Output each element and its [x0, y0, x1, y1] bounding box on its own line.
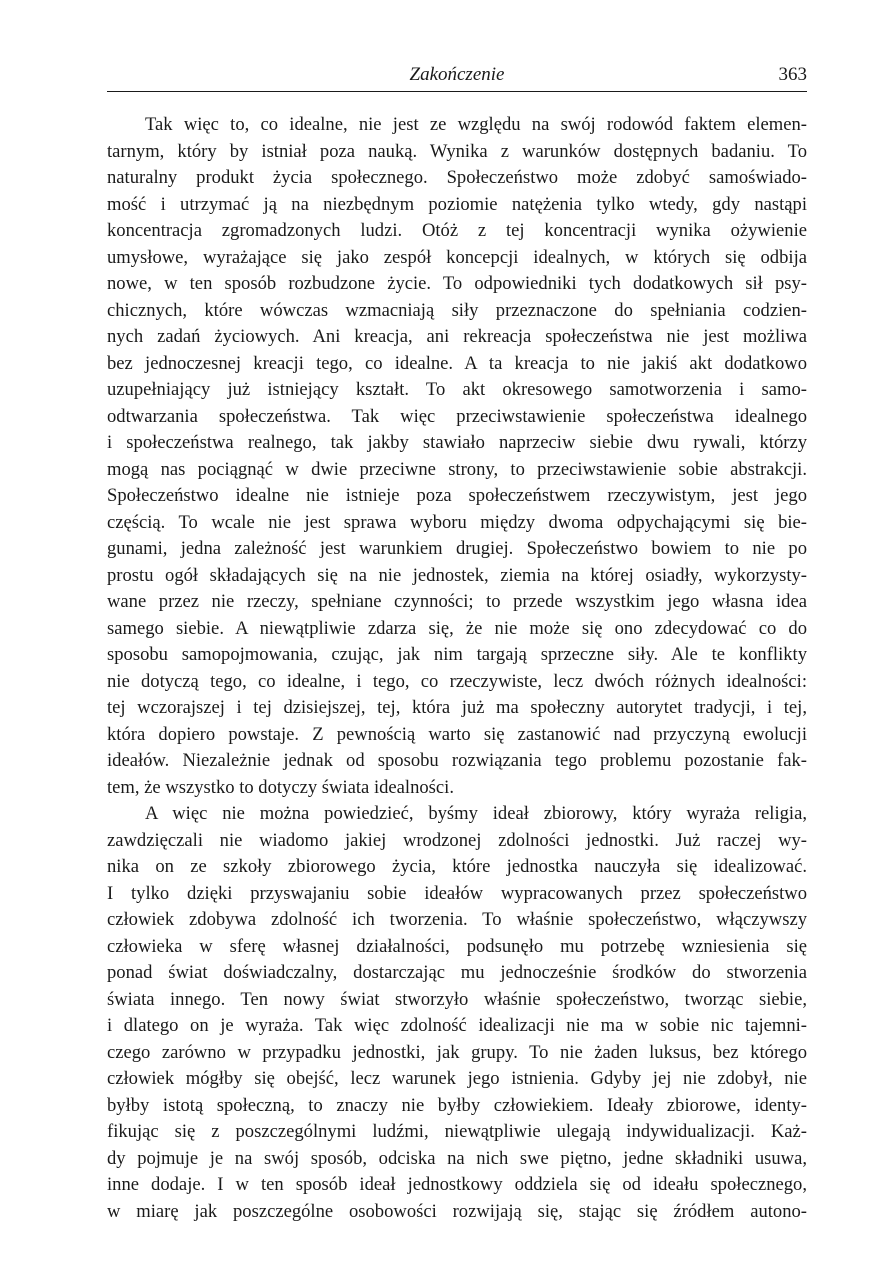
text-line: gunami, jedna zależność jest warunkiem drugiej. Społeczeństwo bowiem to nie po — [107, 538, 807, 559]
text-line: I tylko dzięki przyswajaniu sobie ideałów wypracowanych przez społeczeństwo — [107, 882, 807, 904]
text-line: tarnym, który by istniał poza nauką. Wynika z warunków dostępnych badaniu. To — [107, 140, 807, 162]
text-line: ponad świat doświadczalny, dostarczając mu jednocześnie środków do stworzenia — [107, 962, 807, 983]
text-line: czego zarówno w przypadku jednostki, jak grupy. To nie żaden luksus, bez którego — [107, 1041, 807, 1063]
text-line: człowieka w sferę własnej działalności, podsunęło mu potrzebę wzniesienia się — [107, 935, 807, 957]
text-line: naturalny produkt życia społecznego. Społeczeństwo może zdobyć samoświado- — [107, 167, 807, 188]
text-line: zawdzięczali nie wiadomo jakiej wrodzonej zdolności jednostki. Już raczej wy- — [107, 829, 807, 851]
text-line: byłby istotą społeczną, to znaczy nie byłby człowiekiem. Ideały zbiorowe, identy- — [107, 1094, 807, 1116]
header-rule — [107, 91, 807, 92]
text-line: mogą nas pociągnąć w dwie przeciwne strony, to przeciwstawienie sobie abstrakcji. — [107, 458, 807, 480]
text-line: prostu ogół składających się na nie jednostek, ziemia na której osiadły, wykorzysty- — [107, 564, 807, 586]
text-line: odtwarzania społeczeństwa. Tak więc przeciwstawienie społeczeństwa idealnego — [107, 405, 807, 427]
text-line: dy pojmuje je na swój sposób, odciska na nich swe piętno, jedne składniki usuwa, — [107, 1147, 807, 1169]
text-line: nowe, w ten sposób rozbudzone życie. To odpowiedniki tych dodatkowych sił psy- — [107, 273, 807, 294]
text-line: nika on ze szkoły zbiorowego życia, które jednostka nauczyła się idealizować. — [107, 856, 807, 877]
text-line: świata innego. Ten nowy świat stworzyło właśnie społeczeństwo, tworząc siebie, — [107, 988, 807, 1010]
text-line: człowiek mógłby się obejść, lecz warunek jego istnienia. Gdyby jej nie zdobył, nie — [107, 1068, 807, 1089]
running-header — [107, 62, 807, 88]
text-line: ideałów. Niezależnie jednak od sposobu rozwiązania tego problemu pozostanie fak- — [107, 750, 807, 771]
text-line: A więc nie można powiedzieć, byśmy ideał zbiorowy, który wyraża religia, — [145, 803, 807, 824]
text-line: sposobu samopojmowania, czując, jak nim targają sprzeczne siły. Ale te konflikty — [107, 644, 807, 665]
text-line: tem, że wszystko to dotyczy świata idealności. — [107, 776, 454, 798]
text-line: inne dodaje. I w ten sposób ideał jednostkowy oddziela się od ideału społecznego, — [107, 1174, 807, 1195]
text-line: i dlatego on je wyraża. Tak więc zdolność idealizacji nie ma w sobie nic tajemni- — [107, 1015, 807, 1036]
text-line: samego siebie. A niewątpliwie zdarza się, że nie może się ono zdecydować co do — [107, 617, 807, 639]
text-line: koncentracja zgromadzonych ludzi. Otóż z tej koncentracji wynika ożywienie — [107, 220, 807, 241]
text-line: Tak więc to, co idealne, nie jest ze względu na swój rodowód faktem elemen- — [145, 114, 807, 135]
text-line: częścią. To wcale nie jest sprawa wyboru między dwoma odpychającymi się bie- — [107, 511, 807, 533]
text-line: bez jednoczesnej kreacji tego, co idealne. A ta kreacja to nie jakiś akt dodatkowo — [107, 352, 807, 374]
text-line: w miarę jak poszczególne osobowości rozwijają się, stając się źródłem autono- — [107, 1200, 807, 1222]
text-line: mość i utrzymać ją na niezbędnym poziomie natężenia tylko wtedy, gdy nastąpi — [107, 193, 807, 215]
text-line: uzupełniający już istniejący kształt. To akt okresowego samotworzenia i samo- — [107, 379, 807, 400]
text-line: która dopiero powstaje. Z pewnością warto się zastanowić nad przyczyną ewolucji — [107, 723, 807, 745]
text-line: nie dotyczą tego, co idealne, i tego, co rzeczywiste, lecz dwóch różnych idealności: — [107, 670, 807, 692]
text-line: człowiek zdobywa zdolność ich tworzenia. To właśnie społeczeństwo, włączywszy — [107, 909, 807, 930]
text-line: i społeczeństwa realnego, tak jakby stawiało naprzeciw siebie dwu rywali, którzy — [107, 432, 807, 453]
body-text — [107, 112, 807, 1225]
text-line: wane przez nie rzeczy, spełniane czynności; to przede wszystkim jego własna idea — [107, 591, 807, 612]
text-line: chicznych, które wówczas wzmacniają siły przeznaczone do spełniania codzien- — [107, 299, 807, 321]
text-line: umysłowe, wyrażające się jako zespół koncepcji idealnych, w których się odbija — [107, 246, 807, 268]
page-number: 363 — [778, 64, 807, 85]
running-title: Zakończenie — [409, 64, 505, 85]
text-line: tej wczorajszej i tej dzisiejszej, tej, która już ma społeczny autorytet tradycji, i tej, — [107, 697, 807, 718]
text-line: Społeczeństwo idealne nie istnieje poza społeczeństwem rzeczywistym, jest jego — [107, 485, 807, 506]
text-line: fikując się z poszczególnymi ludźmi, niewątpliwie ulegają indywidualizacji. Każ- — [107, 1121, 807, 1142]
text-line: nych zadań życiowych. Ani kreacja, ani rekreacja społeczeństwa nie jest możliwa — [107, 326, 807, 347]
